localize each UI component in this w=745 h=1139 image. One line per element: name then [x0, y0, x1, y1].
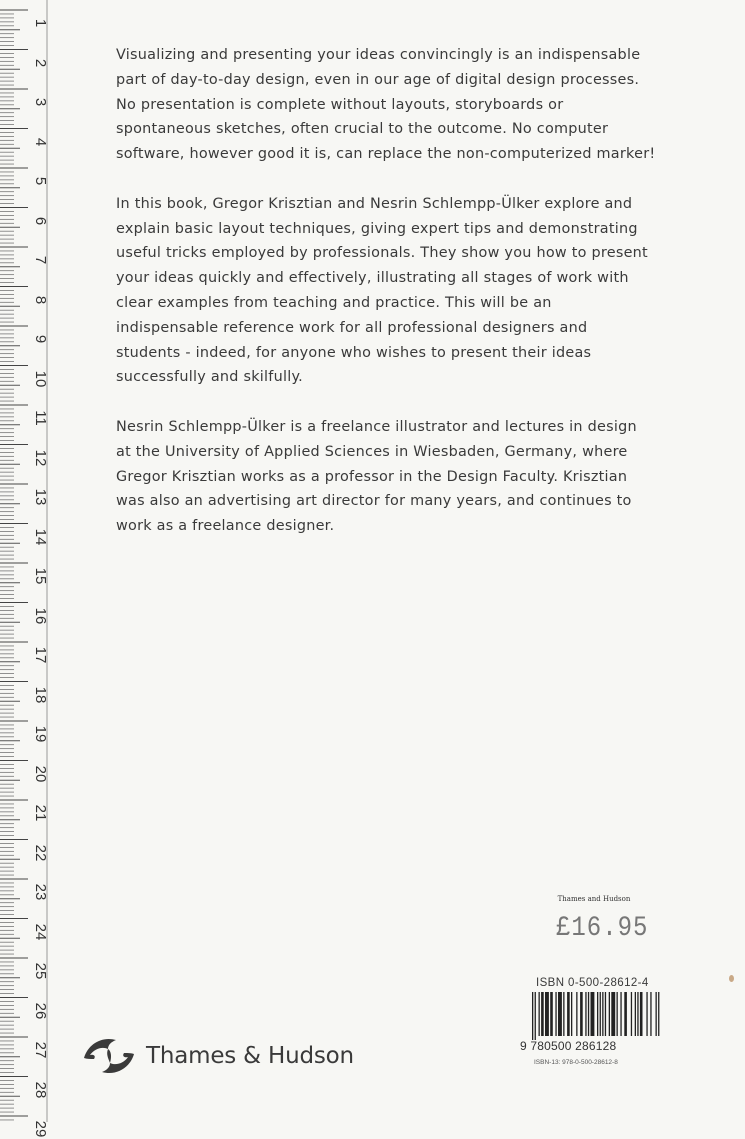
- publisher-logo: [78, 1030, 354, 1082]
- ruler-number: 9: [32, 334, 49, 344]
- sticker-publisher: Thames and Hudson: [557, 895, 631, 903]
- barcode-bar: [620, 992, 621, 1036]
- ruler-number: 22: [32, 844, 49, 861]
- barcode-bar: [555, 992, 556, 1036]
- ruler: [0, 0, 48, 1122]
- barcode-bar: [567, 992, 570, 1036]
- barcode-bar: [600, 992, 601, 1036]
- isbn-13: ISBN-13: 978-0-500-28612-8: [534, 1059, 618, 1066]
- ruler-number: 16: [32, 607, 49, 624]
- blurb-line: Gregor Krisztian works as a professor in the Design Faculty. Krisztian: [116, 468, 628, 485]
- ruler-number: 1: [32, 18, 49, 28]
- blurb-paragraph: [116, 415, 716, 539]
- blurb-line: at the University of Applied Sciences in Wiesbaden, Germany, where: [116, 443, 628, 460]
- ruler-number: 7: [32, 255, 49, 265]
- blurb-line: your ideas quickly and effectively, illustrating all stages of work with: [116, 270, 629, 287]
- blurb-line: Visualizing and presenting your ideas convincingly is an indispensable: [116, 47, 641, 63]
- barcode-bar: [550, 992, 553, 1036]
- barcode-bars: [520, 992, 662, 1040]
- barcode-bar: [576, 992, 577, 1036]
- barcode-bar: [631, 992, 632, 1036]
- ruler-number: 18: [32, 686, 49, 703]
- blurb-paragraph: [116, 192, 716, 390]
- price: £16.95: [556, 912, 649, 945]
- ruler-number: 20: [32, 765, 49, 782]
- blurb-line: students - indeed, for anyone who wishes to present their ideas: [116, 344, 592, 361]
- barcode-bar: [640, 992, 643, 1036]
- publisher-name: Thames & Hudson: [146, 1043, 354, 1069]
- ruler-number: 2: [32, 58, 49, 67]
- barcode-bar: [585, 992, 586, 1036]
- ruler-ticks: [0, 0, 48, 1122]
- barcode-bar: [637, 992, 638, 1036]
- ruler-number: 6: [32, 216, 49, 225]
- blurb-line: No presentation is complete without layouts, storyboards or: [116, 96, 564, 113]
- ruler-number: 26: [32, 1002, 49, 1019]
- barcode-bar: [545, 992, 549, 1036]
- barcode-bar: [539, 992, 540, 1036]
- blurb-line: clear examples from teaching and practice. This will be an: [116, 294, 552, 311]
- barcode-bar: [646, 992, 647, 1036]
- ruler-number: 4: [32, 137, 49, 146]
- blurb-line: explain basic layout techniques, giving expert tips and demonstrating: [116, 220, 638, 237]
- barcode-bar: [609, 992, 610, 1036]
- ruler-number: 12: [32, 449, 49, 466]
- blurb-line: In this book, Gregor Krisztian and Nesrin Schlempp-Ülker explore and: [116, 195, 633, 212]
- ruler-number: 8: [32, 295, 49, 304]
- ruler-number: 24: [32, 923, 49, 940]
- barcode-bar: [597, 992, 598, 1036]
- ruler-number: 19: [32, 725, 49, 743]
- barcode: [520, 992, 662, 1068]
- price-sticker: [540, 885, 648, 955]
- barcode-digits: 9 780500 286128: [520, 1039, 617, 1053]
- barcode-bar: [571, 992, 572, 1036]
- barcode-bar: [611, 992, 615, 1036]
- dolphins-logo-icon: [78, 1030, 140, 1082]
- back-cover-blurb: [116, 43, 716, 564]
- ruler-number: 3: [32, 97, 49, 107]
- ruler-number: 5: [32, 176, 49, 186]
- barcode-bar: [650, 992, 651, 1036]
- barcode-bar: [532, 992, 533, 1040]
- ruler-number: 21: [32, 804, 49, 822]
- barcode-bar: [617, 992, 618, 1036]
- blurb-line: was also an advertising art director for many years, and continues to: [116, 493, 632, 510]
- blurb-line: Nesrin Schlempp-Ülker is a freelance illustrator and lectures in design: [116, 418, 637, 435]
- ruler-number: 15: [32, 567, 49, 585]
- blurb-line: spontaneous sketches, often crucial to the outcome. No computer: [116, 121, 609, 138]
- ruler-number: 14: [32, 528, 49, 545]
- blurb-line: successfully and skilfully.: [116, 369, 304, 386]
- barcode-bar: [535, 992, 536, 1040]
- barcode-bar: [541, 992, 544, 1036]
- barcode-bar: [588, 992, 589, 1036]
- barcode-bar: [656, 992, 657, 1036]
- barcode-bar: [563, 992, 564, 1036]
- barcode-bar: [580, 992, 583, 1036]
- blurb-line: software, however good it is, can replace the non-computerized marker!: [116, 146, 656, 163]
- barcode-bar: [658, 992, 659, 1036]
- blurb-line: indispensable reference work for all professional designers and: [116, 319, 588, 336]
- blurb-line: useful tricks employed by professionals. They show you how to present: [116, 245, 648, 262]
- blurb-line: part of day-to-day design, even in our age of digital design processes.: [116, 71, 640, 88]
- barcode-bar: [635, 992, 636, 1036]
- ruler-number: 28: [32, 1081, 49, 1098]
- barcode-bar: [624, 992, 627, 1036]
- ruler-number: 23: [32, 883, 49, 901]
- barcode-bar: [605, 992, 606, 1036]
- ruler-number: 10: [32, 370, 49, 387]
- ruler-number: 11: [32, 410, 49, 426]
- barcode-bar: [591, 992, 595, 1036]
- barcode-bar: [558, 992, 562, 1036]
- blurb-line: work as a freelance designer.: [116, 518, 335, 535]
- ruler-number: 27: [32, 1041, 49, 1059]
- blurb-paragraph: [116, 43, 716, 167]
- ruler-number: 29: [32, 1120, 49, 1138]
- barcode-bar: [602, 992, 603, 1036]
- ruler-number: 25: [32, 962, 49, 980]
- ruler-number: 13: [32, 488, 49, 506]
- isbn-10: ISBN 0-500-28612-4: [536, 977, 649, 989]
- paper-speck: [729, 975, 734, 982]
- ruler-number: 17: [32, 646, 49, 664]
